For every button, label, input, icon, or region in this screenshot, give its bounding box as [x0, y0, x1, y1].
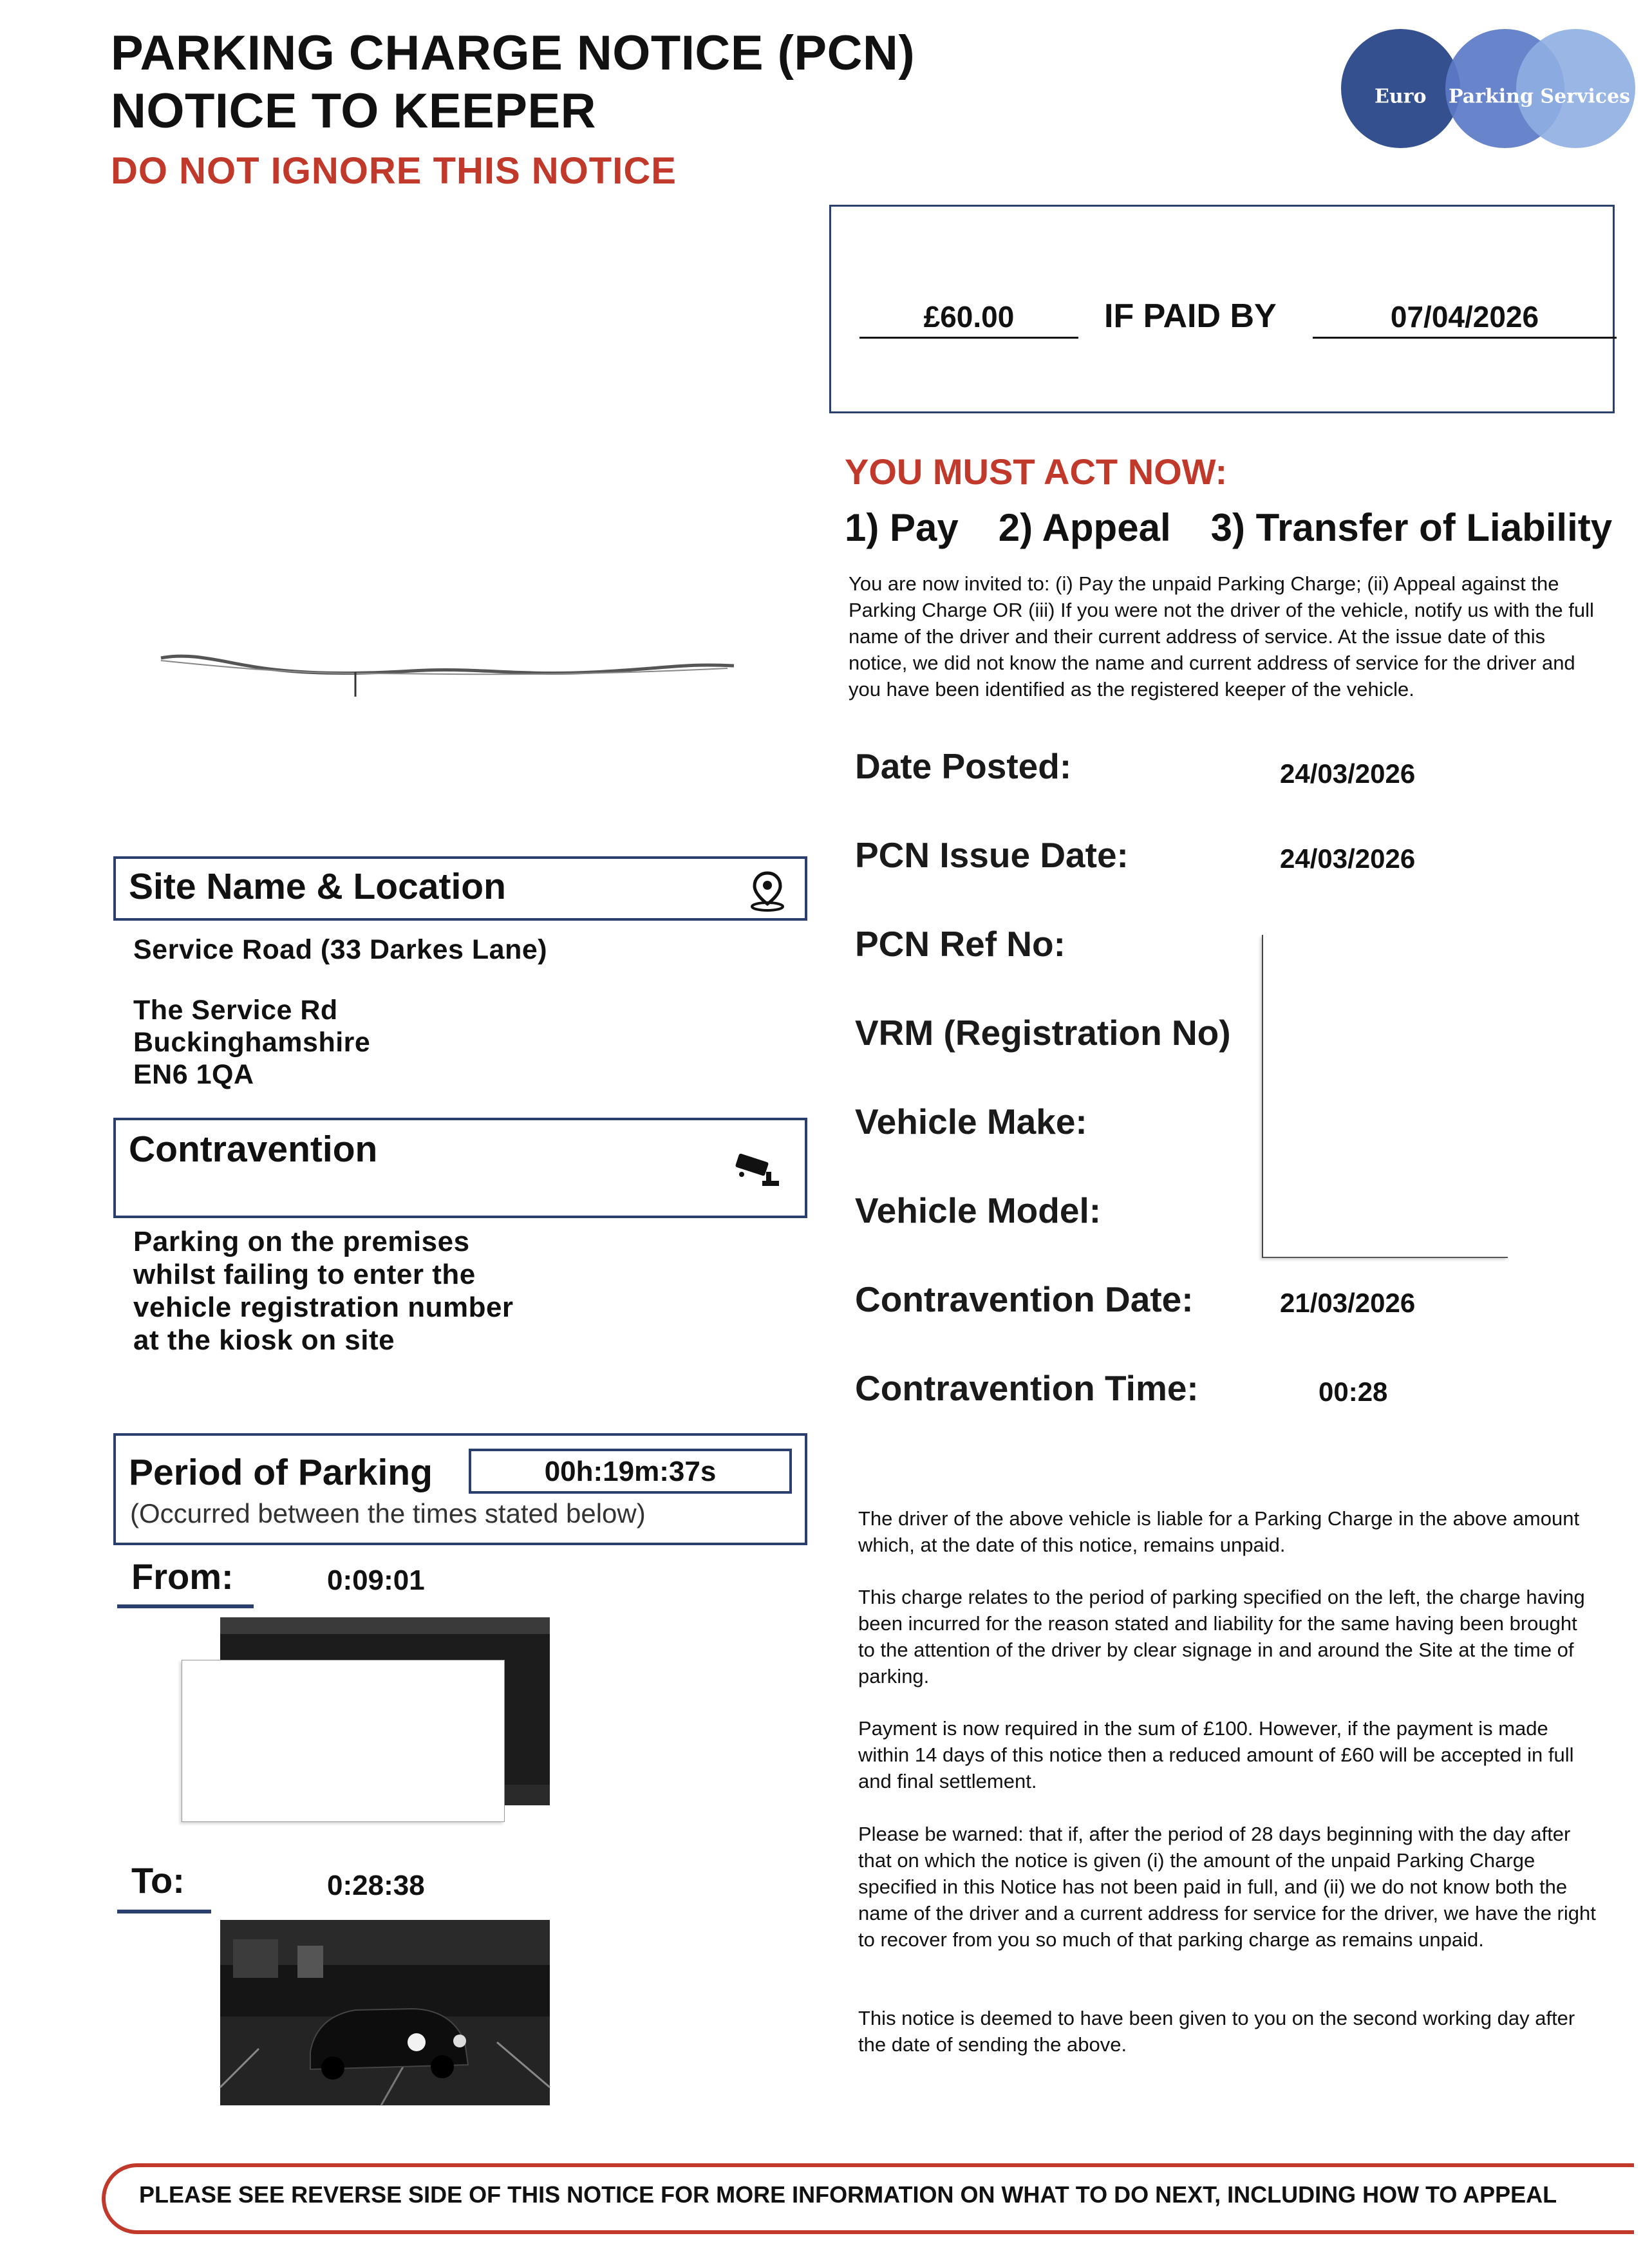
logo-word-2: Parking Services	[1449, 85, 1631, 108]
body-paragraph-1: The driver of the above vehicle is liable for a Parking Charge in the above amount which, at the date of this notice, remains unpaid.	[858, 1507, 1580, 1556]
warning-text: DO NOT IGNORE THIS NOTICE	[111, 150, 677, 192]
contravention-date-value: 21/03/2026	[1280, 1288, 1416, 1318]
pcn-ref-label: PCN Ref No:	[855, 924, 1065, 964]
date-posted-label: Date Posted:	[855, 746, 1072, 786]
period-subtitle: (Occurred between the times stated below)	[130, 1498, 646, 1528]
vehicle-make-label: Vehicle Make:	[855, 1102, 1087, 1142]
contravention-description	[133, 1225, 514, 1357]
payment-due-date: 07/04/2026	[1313, 298, 1617, 339]
contravention-time-label: Contravention Time:	[855, 1368, 1199, 1408]
redaction-patch	[1262, 935, 1508, 1258]
to-time: 0:28:38	[327, 1870, 425, 1901]
option-pay: 1) Pay	[845, 506, 959, 549]
if-paid-by-label: IF PAID BY	[1104, 297, 1277, 335]
contravention-line-2: whilst failing to enter the	[133, 1259, 476, 1290]
exit-camera-scene	[220, 1920, 550, 2105]
footer-text: PLEASE SEE REVERSE SIDE OF THIS NOTICE FOR MORE INFORMATION ON WHAT TO DO NEXT, INCLUDING HOW TO APPEAL	[139, 2181, 1557, 2208]
date-posted-value: 24/03/2026	[1280, 758, 1416, 789]
site-location-heading: Site Name & Location	[129, 866, 506, 907]
body-paragraph-3: Payment is now required in the sum of £100. However, if the payment is made within 14 days of this notice then a reduced amount of £60 will be accepted in full and final settlement.	[858, 1717, 1574, 1792]
body-paragraph-5: This notice is deemed to have been given to you on the second working day after the date of sending the above.	[858, 2007, 1575, 2056]
photo-redaction-patch	[182, 1660, 505, 1822]
vehicle-model-label: Vehicle Model:	[855, 1190, 1102, 1230]
issue-date-label: PCN Issue Date:	[855, 835, 1129, 875]
contravention-line-4: at the kiosk on site	[133, 1324, 395, 1356]
exit-camera-photo	[220, 1920, 550, 2105]
payment-amount: £60.00	[859, 298, 1078, 339]
body-paragraph-4: Please be warned: that if, after the period of 28 days beginning with the day after that on which the notice is given (i) the amount of the unpaid Parking Charge specified in this Notice has not been paid in full, and (ii) we do not know both the name of the driver and a current address for service for the driver, we have the right to recover from you so much of that parking charge as remains unpaid.	[858, 1823, 1596, 1951]
option-transfer: 3) Transfer of Liability	[1210, 506, 1613, 549]
vrm-label: VRM (Registration No)	[855, 1013, 1231, 1053]
to-label: To:	[131, 1860, 185, 1901]
contravention-line-3: vehicle registration number	[133, 1292, 514, 1323]
parking-duration: 00h:19m:37s	[469, 1449, 792, 1494]
site-name: Service Road (33 Darkes Lane)	[133, 934, 548, 965]
body-paragraph-2: This charge relates to the period of parking specified on the left, the charge having been incurred for the reason stated and liability for the same having been brought to the attention of the driver by clear signage in and around the Site at the time of parking.	[858, 1586, 1585, 1687]
option-appeal: 2) Appeal	[998, 506, 1171, 549]
euro-parking-logo	[1336, 27, 1631, 149]
contravention-date-label: Contravention Date:	[855, 1279, 1194, 1319]
cctv-camera-icon	[734, 1152, 782, 1189]
issue-date-value: 24/03/2026	[1280, 843, 1416, 874]
to-underline	[117, 1910, 211, 1913]
from-underline	[117, 1604, 254, 1608]
site-location-header	[113, 856, 807, 921]
contravention-header	[113, 1118, 807, 1218]
notice-title: PARKING CHARGE NOTICE (PCN)	[111, 26, 915, 80]
location-pin-icon	[749, 870, 785, 912]
footer-banner	[102, 2163, 1634, 2234]
contravention-line-1: Parking on the premises	[133, 1226, 470, 1257]
act-now-heading: YOU MUST ACT NOW:	[845, 451, 1228, 492]
contravention-heading: Contravention	[129, 1129, 378, 1170]
payment-box	[829, 205, 1615, 413]
period-heading: Period of Parking	[129, 1452, 433, 1493]
notice-subtitle: NOTICE TO KEEPER	[111, 84, 597, 138]
logo-word-1: Euro	[1375, 85, 1427, 108]
period-of-parking-box	[113, 1433, 807, 1545]
contravention-time-value: 00:28	[1319, 1377, 1388, 1407]
from-time: 0:09:01	[327, 1565, 425, 1596]
scan-tear-mark	[155, 644, 734, 702]
act-now-intro: You are now invited to: (i) Pay the unpaid Parking Charge; (ii) Appeal against the Parking Charge OR (iii) If you were not the driver of the vehicle, notify us with the full name of the driver and their current address of service. At the issue date of this notice, we did not know the name and current address of service for the driver and you have been identified as the registered keeper of the vehicle.	[849, 572, 1594, 700]
site-address-line1: The Service Rd	[133, 995, 338, 1026]
site-postcode: EN6 1QA	[133, 1059, 254, 1090]
action-options	[845, 505, 1652, 550]
from-label: From:	[131, 1556, 234, 1597]
site-address-line2: Buckinghamshire	[133, 1027, 371, 1058]
